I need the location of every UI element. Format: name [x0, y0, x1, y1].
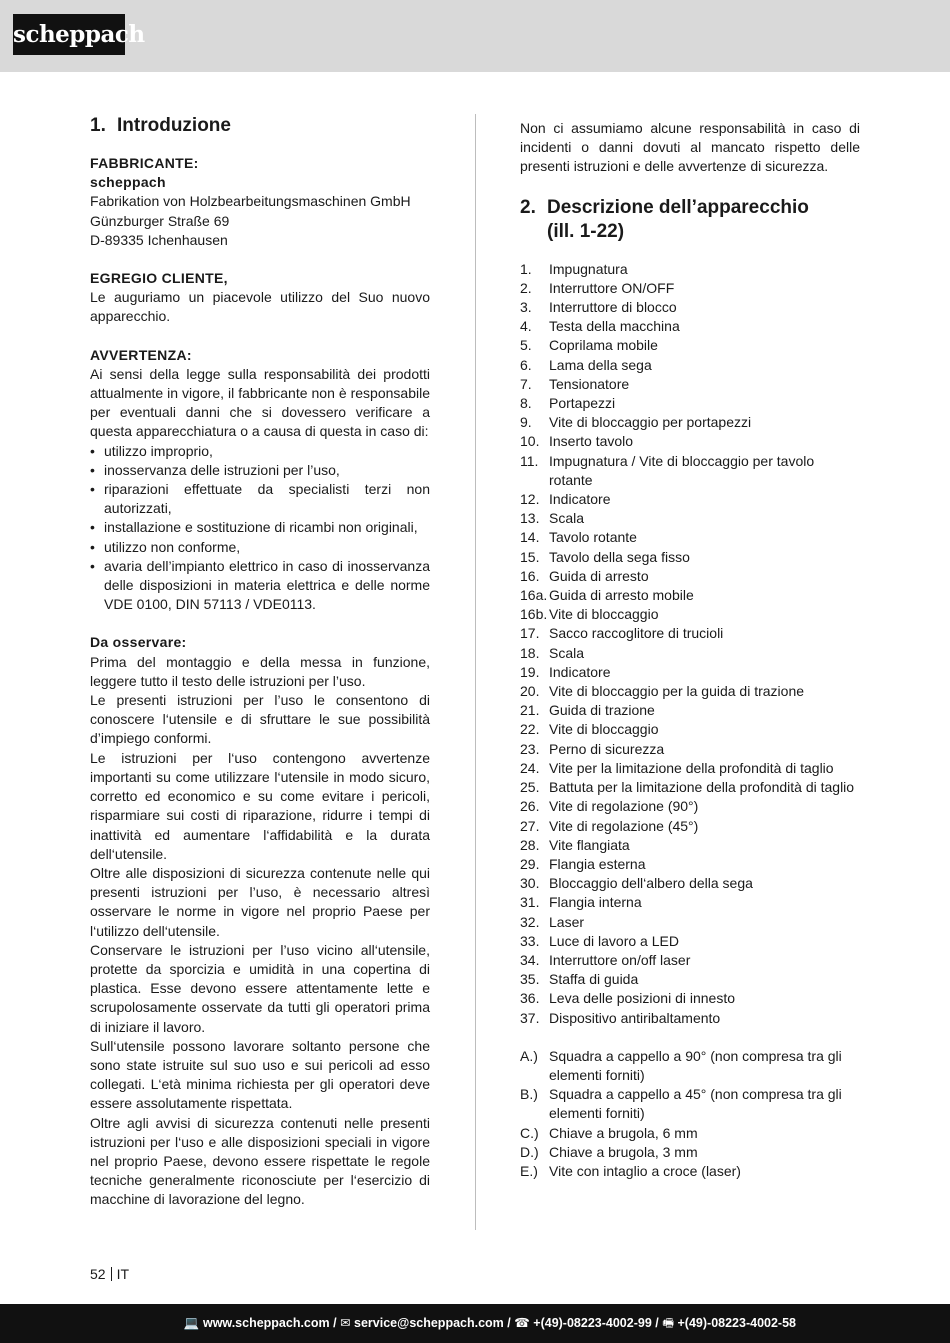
item-text: Vite di bloccaggio per portapezzi: [549, 414, 752, 431]
section-heading-introduction: [90, 114, 430, 138]
header-bar: [0, 0, 950, 72]
paragraph: Le presenti istruzioni per l’uso le consentono di conoscere l‘utensile e di sfruttare le sue possibilità d’impiego conformi.: [90, 692, 430, 747]
list-item: [520, 951, 860, 970]
list-item: [520, 432, 860, 451]
page-number: [90, 1265, 129, 1284]
customer-block: [90, 269, 430, 327]
list-item: [520, 1162, 860, 1181]
item-text: Flangia interna: [549, 894, 642, 911]
item-number: 25.: [520, 779, 540, 796]
item-text: Vite flangiata: [549, 836, 630, 853]
list-item: [520, 1009, 860, 1028]
manufacturer-name: scheppach: [90, 174, 166, 191]
item-text: Scala: [549, 510, 585, 527]
item-text: Vite per la limitazione della profondità di taglio: [549, 759, 834, 776]
item-text: Dispositivo antiribaltamento: [549, 1009, 721, 1026]
item-text: Inserto tavolo: [549, 433, 634, 450]
item-number: 2.: [520, 279, 532, 296]
list-item: [520, 1124, 860, 1143]
list-item: [520, 394, 860, 413]
item-number: 1.: [520, 260, 532, 277]
item-text: Bloccaggio dell‘albero della sega: [549, 875, 753, 892]
paragraph: Le istruzioni per l‘uso contengono avvertenze importanti su come utilizzare l‘utensile in modo sicuro, corretto ed economico e su come evitare i pericoli, risparmiare sui costi di riparazione, ridurre i tempi di inattività ed aumentare l‘affidabilità e la durata dell‘utensile.: [90, 749, 430, 862]
list-item: [520, 279, 860, 298]
item-text: Vite con intaglio a croce (laser): [549, 1162, 741, 1179]
item-number: 17.: [520, 625, 540, 642]
list-item: [520, 509, 860, 528]
item-number: 16b.: [520, 606, 548, 623]
website-link[interactable]: www.scheppach.com: [202, 1316, 330, 1330]
item-number: 12.: [520, 491, 540, 508]
item-text: Tavolo della sega fisso: [549, 548, 690, 565]
list-item: [520, 317, 860, 336]
list-item: [520, 624, 860, 643]
warning-list: [90, 442, 430, 615]
item-number: 24.: [520, 759, 540, 776]
manufacturer-block: [90, 154, 430, 250]
list-item: [520, 567, 860, 586]
phone-icon: ☎: [514, 1316, 530, 1330]
item-number: 36.: [520, 990, 540, 1007]
item-text: Squadra a cappello a 45° (non compresa tra gli elementi forniti): [549, 1086, 842, 1122]
item-text: Indicatore: [549, 491, 611, 508]
list-item: [520, 1047, 860, 1085]
footer-bar: [0, 1304, 950, 1343]
page-number-value: 52: [90, 1266, 106, 1282]
address-line: Günzburger Straße 69: [90, 212, 230, 229]
address-line: D-89335 Ichenhausen: [90, 231, 228, 248]
fax-icon: 🖷: [662, 1316, 675, 1330]
warning-block: [90, 346, 430, 615]
item-text: Tensionatore: [549, 375, 630, 392]
item-number: 19.: [520, 663, 540, 680]
item-text: Vite di regolazione (90°): [549, 798, 699, 815]
list-item: [520, 586, 860, 605]
liability-text: Non ci assumiamo alcune responsabilità in caso di incidenti o danni dovuti al mancato rispetto delle presenti istruzioni e delle avvertenze di sicurezza.: [520, 120, 860, 175]
item-text: Sacco raccoglitore di trucioli: [549, 625, 724, 642]
item-text: Scala: [549, 644, 585, 661]
item-text: Staffa di guida: [549, 971, 639, 988]
item-text: Flangia esterna: [549, 855, 646, 872]
item-text: Battuta per la limitazione della profondità di taglio: [549, 779, 855, 796]
item-number: 30.: [520, 875, 540, 892]
paragraph: Prima del montaggio e della messa in funzione, leggere tutto il testo delle istruzioni per l’uso.: [90, 653, 430, 689]
email-link[interactable]: service@scheppach.com: [354, 1316, 504, 1330]
item-number: C.): [520, 1124, 539, 1141]
item-number: 32.: [520, 913, 540, 930]
paragraph: Sull‘utensile possono lavorare soltanto persone che sono state istruite sul suo uso e sui pericoli ad esso collegati. L‘età minima richiesta per gli operatori deve essere assolutamente rispettata.: [90, 1037, 430, 1112]
list-item: • inosservanza delle istruzioni per l’uso,: [90, 461, 430, 480]
item-number: 18.: [520, 644, 540, 661]
list-item: • utilizzo non conforme,: [90, 538, 430, 557]
item-number: 16.: [520, 567, 540, 584]
footer-contact: 💻 www.scheppach.com / ✉ service@scheppach.com / ☎ +(49)-08223-4002-99 / 🖷 +(49)-08223-4002-58: [183, 1316, 796, 1330]
list-item: [520, 740, 860, 759]
list-item: [520, 663, 860, 682]
item-number: 22.: [520, 721, 540, 738]
section-title: [547, 196, 860, 244]
list-item: • installazione e sostituzione di ricambi non originali,: [90, 518, 430, 537]
item-text: Portapezzi: [549, 395, 616, 412]
item-number: 13.: [520, 510, 540, 527]
list-item: [520, 970, 860, 989]
list-item: [520, 874, 860, 893]
right-column: [520, 119, 860, 1181]
item-number: 16a.: [520, 587, 548, 604]
item-number: 7.: [520, 375, 532, 392]
customer-text: Le auguriamo un piacevole utilizzo del Suo nuovo apparecchio.: [90, 289, 430, 325]
warning-label: AVVERTENZA:: [90, 346, 192, 363]
list-item: [520, 701, 860, 720]
list-item: [520, 893, 860, 912]
scheppach-logo: scheppach: [13, 14, 125, 55]
column-divider: [475, 114, 476, 1230]
list-item: [520, 260, 860, 279]
item-text: Chiave a brugola, 3 mm: [549, 1143, 698, 1160]
item-text: Vite di bloccaggio per la guida di trazione: [549, 683, 805, 700]
item-number: D.): [520, 1143, 539, 1160]
item-number: 37.: [520, 1009, 540, 1026]
item-text: Tavolo rotante: [549, 529, 637, 546]
list-item: [520, 298, 860, 317]
warning-text: Ai sensi della legge sulla responsabilità dei prodotti attualmente in vigore, il fabbricante non è responsabile per eventuali danni che si dovessero verificare a questa apparecchiatura o a causa di questa in caso di:: [90, 365, 430, 440]
item-text: Testa della macchina: [549, 318, 680, 335]
list-item: [520, 759, 860, 778]
customer-label: EGREGIO CLIENTE,: [90, 270, 228, 287]
item-number: 21.: [520, 702, 540, 719]
list-item: [520, 452, 860, 490]
list-item: [520, 605, 860, 624]
section-title: Introduzione: [117, 115, 231, 136]
item-text: Coprilama mobile: [549, 337, 658, 354]
paragraph: Conservare le istruzioni per l’uso vicino all‘utensile, protette da sporcizia e umidità in una copertina di plastica. Esse devono essere attentamente lette e scrupolosamente osservate da tutti gli operatori prima di iniziare il lavoro.: [90, 941, 430, 1035]
list-item: [520, 817, 860, 836]
item-number: 4.: [520, 318, 532, 335]
list-item: • avaria dell’impianto elettrico in caso di inosservanza delle disposizioni in materia elettrica e delle norme VDE 0100, DIN 57113 / VDE0113.: [90, 557, 430, 615]
item-text: Interruttore ON/OFF: [549, 279, 675, 296]
phone-number: +(49)-08223-4002-99: [533, 1316, 652, 1330]
item-text: Chiave a brugola, 6 mm: [549, 1124, 698, 1141]
item-number: 11.: [520, 452, 539, 469]
page-language: IT: [116, 1266, 130, 1282]
list-item: [520, 778, 860, 797]
list-item: [520, 720, 860, 739]
item-number: 33.: [520, 932, 540, 949]
section-title-line: (ill. 1-22): [547, 220, 625, 242]
email-icon: ✉: [340, 1316, 351, 1330]
item-text: Guida di arresto mobile: [549, 587, 694, 604]
item-number: B.): [520, 1086, 538, 1103]
list-item: [520, 932, 860, 951]
section-title-line: Descrizione dell’apparecchio: [547, 196, 809, 218]
item-text: Leva delle posizioni di innesto: [549, 990, 736, 1007]
computer-icon: 💻: [183, 1316, 200, 1330]
list-item: [520, 490, 860, 509]
item-number: 28.: [520, 836, 540, 853]
item-text: Guida di trazione: [549, 702, 655, 719]
item-number: 26.: [520, 798, 540, 815]
item-text: Luce di lavoro a LED: [549, 932, 679, 949]
list-item: [520, 528, 860, 547]
list-item: [520, 336, 860, 355]
list-item: [520, 375, 860, 394]
item-number: 31.: [520, 894, 540, 911]
list-item: [520, 1143, 860, 1162]
item-number: E.): [520, 1162, 538, 1179]
item-number: 23.: [520, 740, 540, 757]
list-item: [520, 797, 860, 816]
observe-block: [90, 633, 430, 1209]
parts-list: [520, 260, 860, 1028]
item-text: Perno di sicurezza: [549, 740, 665, 757]
paragraph: Oltre alle disposizioni di sicurezza contenute nelle qui presenti istruzioni per l’uso, è necessario altresì osservare le norme in vigore nel proprio Paese per l‘utilizzo dell‘utensile.: [90, 864, 430, 939]
section-number: 2.: [520, 196, 536, 218]
item-number: 6.: [520, 356, 532, 373]
item-text: Impugnatura / Vite di bloccaggio per tavolo rotante: [549, 452, 815, 488]
item-number: 3.: [520, 299, 532, 316]
item-number: A.): [520, 1047, 538, 1064]
list-item: [520, 682, 860, 701]
list-item: • utilizzo improprio,: [90, 442, 430, 461]
left-column: [90, 114, 430, 1210]
item-text: Vite di bloccaggio: [549, 606, 659, 623]
item-text: Laser: [549, 913, 585, 930]
item-number: 20.: [520, 683, 540, 700]
manufacturer-label: FABBRICANTE:: [90, 155, 199, 171]
item-number: 5.: [520, 337, 532, 354]
item-number: 29.: [520, 855, 540, 872]
item-text: Vite di bloccaggio: [549, 721, 659, 738]
item-number: 27.: [520, 817, 540, 834]
accessories-list: [520, 1047, 860, 1181]
item-number: 14.: [520, 529, 540, 546]
list-item: [520, 1085, 860, 1123]
list-item: [520, 356, 860, 375]
item-number: 8.: [520, 395, 532, 412]
list-item: [520, 644, 860, 663]
list-item: [520, 548, 860, 567]
list-item: [520, 989, 860, 1008]
item-number: 34.: [520, 951, 540, 968]
item-text: Guida di arresto: [549, 567, 649, 584]
item-text: Lama della sega: [549, 356, 652, 373]
section-heading-description: [520, 196, 860, 244]
list-item: [520, 413, 860, 432]
item-text: Interruttore di blocco: [549, 299, 677, 316]
item-text: Vite di regolazione (45°): [549, 817, 699, 834]
list-item: • riparazioni effettuate da specialisti terzi non autorizzati,: [90, 480, 430, 518]
section-number: 1.: [90, 115, 106, 136]
item-number: 35.: [520, 971, 540, 988]
list-item: [520, 913, 860, 932]
list-item: [520, 836, 860, 855]
item-number: 15.: [520, 548, 540, 565]
item-text: Indicatore: [549, 663, 611, 680]
item-number: 9.: [520, 414, 532, 431]
list-item: [520, 855, 860, 874]
fax-number: +(49)-08223-4002-58: [677, 1316, 796, 1330]
paragraph: Oltre agli avvisi di sicurezza contenuti nelle presenti istruzioni per l‘uso e alle disposizioni speciali in vigore nel proprio Paese, devono essere rispettate le regole tecniche generalmente riconosciute per l‘esercizio di macchine di lavorazione del legno.: [90, 1114, 430, 1208]
item-text: Squadra a cappello a 90° (non compresa tra gli elementi forniti): [549, 1047, 842, 1083]
item-text: Interruttore on/off laser: [549, 951, 691, 968]
item-number: 10.: [520, 433, 540, 450]
address-line: Fabrikation von Holzbearbeitungsmaschinen GmbH: [90, 193, 411, 210]
item-text: Impugnatura: [549, 260, 628, 277]
observe-label: Da osservare:: [90, 634, 187, 651]
